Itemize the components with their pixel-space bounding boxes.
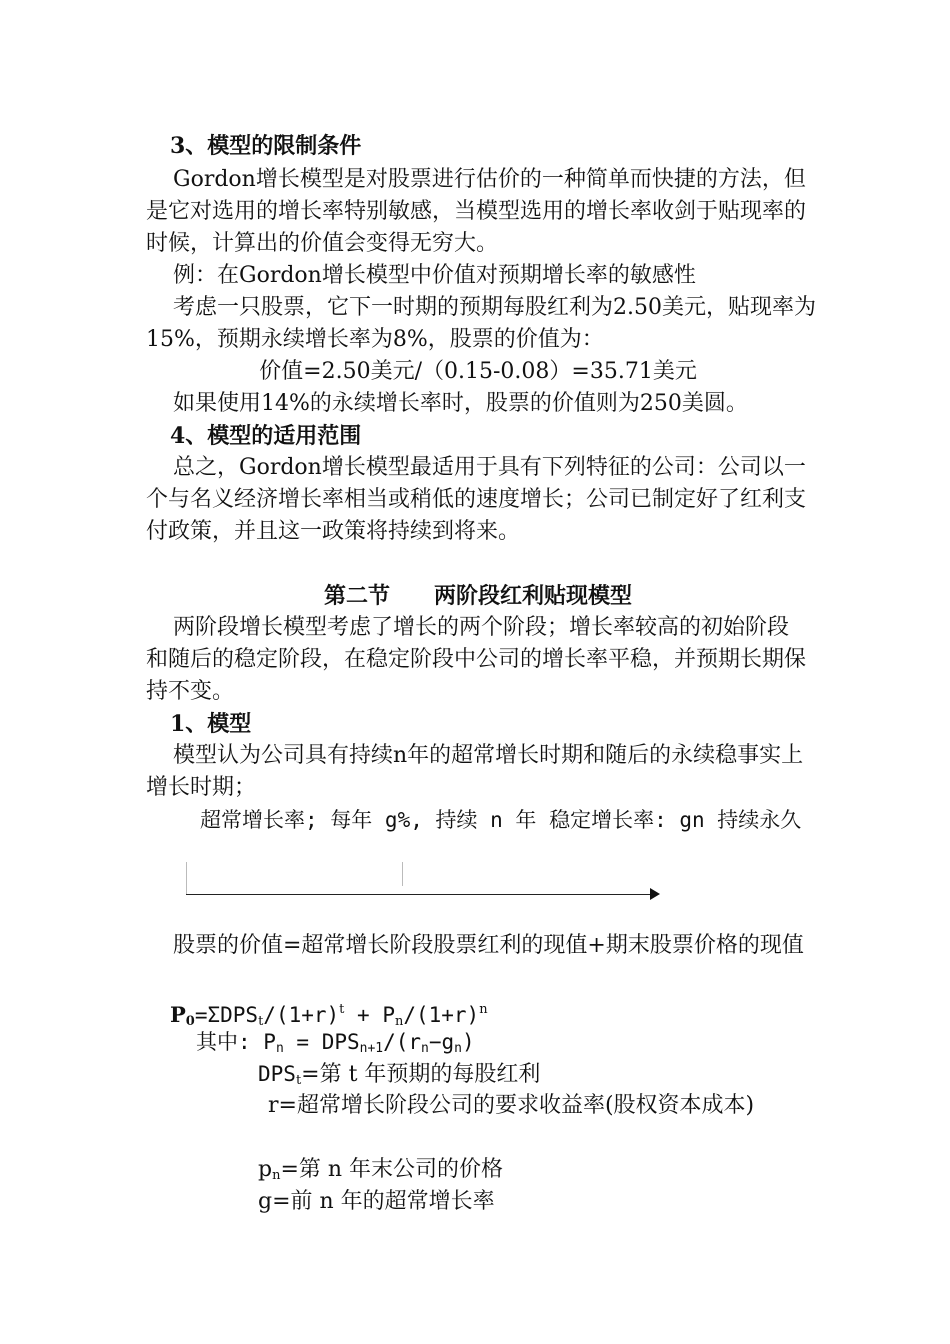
timeline-axis xyxy=(186,894,652,895)
formula-part: =ΣDPS xyxy=(194,1003,259,1027)
section2-title: 第二节 两阶段红利贴现模型 xyxy=(323,583,632,609)
timeline-diagram xyxy=(186,862,666,902)
example-body: 考虑一只股票，它下一时期的预期每股红利为2.50美元，贴现率为15%，预期永续增长率为8%，股票的价值为： xyxy=(146,295,816,352)
formula-p: P xyxy=(170,1002,186,1027)
example-conclusion: 如果使用14%的永续增长率时，股票的价值则为250美圆。 xyxy=(173,391,748,416)
formula-sub: 0 xyxy=(185,1014,195,1029)
model-paragraph: 模型认为公司具有持续n年的超常增长时期和随后的永续稳事实上增长时期； xyxy=(146,743,804,800)
stock-value-line: 股票的价值=超常增长阶段股票红利的现值+期末股票价格的现值 xyxy=(173,933,804,958)
section4-paragraph: 总之，Gordon增长模型最适用于具有下列特征的公司：公司以一个与名义经济增长率相当或稍低的速度增长；公司已制定好了红利支付政策，并且这一政策将持续到将来。 xyxy=(146,455,807,544)
example-title: 例：在Gordon增长模型中价值对预期增长率的敏感性 xyxy=(173,263,696,288)
section2-intro: 两阶段增长模型考虑了增长的两个阶段；增长率较高的初始阶段和随后的稳定阶段，在稳定阶段中公司的增长率平稳，并预期长期保持不变。 xyxy=(146,615,807,704)
timeline-mid-tick xyxy=(402,862,403,886)
section4-heading: 4、模型的适用范围 xyxy=(170,423,362,449)
where-part: −g xyxy=(428,1030,455,1054)
def-sub: n xyxy=(272,1168,281,1183)
formula-sub: n xyxy=(394,1014,404,1029)
formula-sub: t xyxy=(258,1014,264,1029)
def-part: =第 n 年末公司的价格 xyxy=(280,1157,504,1182)
formula-part: /(1+r) xyxy=(403,1003,480,1027)
timeline-arrow-icon xyxy=(650,888,660,900)
formula-sup: n xyxy=(479,1002,488,1017)
def-sub: t xyxy=(295,1073,302,1088)
formula-part: + P xyxy=(344,1003,395,1027)
example-formula: 价值=2.50美元/（0.15-0.08）=35.71美元 xyxy=(259,359,697,384)
where-sub: n+1 xyxy=(359,1041,384,1056)
where-sub: n xyxy=(454,1041,462,1056)
section3-paragraph: Gordon增长模型是对股票进行估价的一种简单而快捷的方法，但是它对选用的增长率特别敏感，当模型选用的增长率收剑于贴现率的时候，计算出的价值会变得无穷大。 xyxy=(146,167,807,256)
timeline-start-tick xyxy=(186,862,187,894)
def-r: r=超常增长阶段公司的要求收益率(股权资本成本) xyxy=(268,1093,755,1118)
formula-sup: t xyxy=(339,1002,345,1017)
def-part: DPS xyxy=(258,1062,296,1086)
def-g: g=前 n 年的超常增长率 xyxy=(258,1189,495,1214)
where-part: ) xyxy=(462,1030,475,1054)
formula-part: /(1+r) xyxy=(263,1003,340,1027)
def-part: p xyxy=(258,1157,273,1182)
where-part: 其中: P xyxy=(196,1030,276,1054)
section3-heading: 3、模型的限制条件 xyxy=(170,133,362,159)
where-sub: n xyxy=(275,1041,284,1056)
growth-rates-line: 超常增长率; 每年 g%, 持续 n 年 稳定增长率: gn 持续永久 xyxy=(200,808,802,832)
where-sub: n xyxy=(421,1041,429,1056)
model-heading: 1、模型 xyxy=(170,711,252,737)
def-part: =第 t 年预期的每股红利 xyxy=(301,1062,541,1087)
where-part: /(r xyxy=(383,1030,422,1054)
where-part: = DPS xyxy=(283,1030,360,1054)
